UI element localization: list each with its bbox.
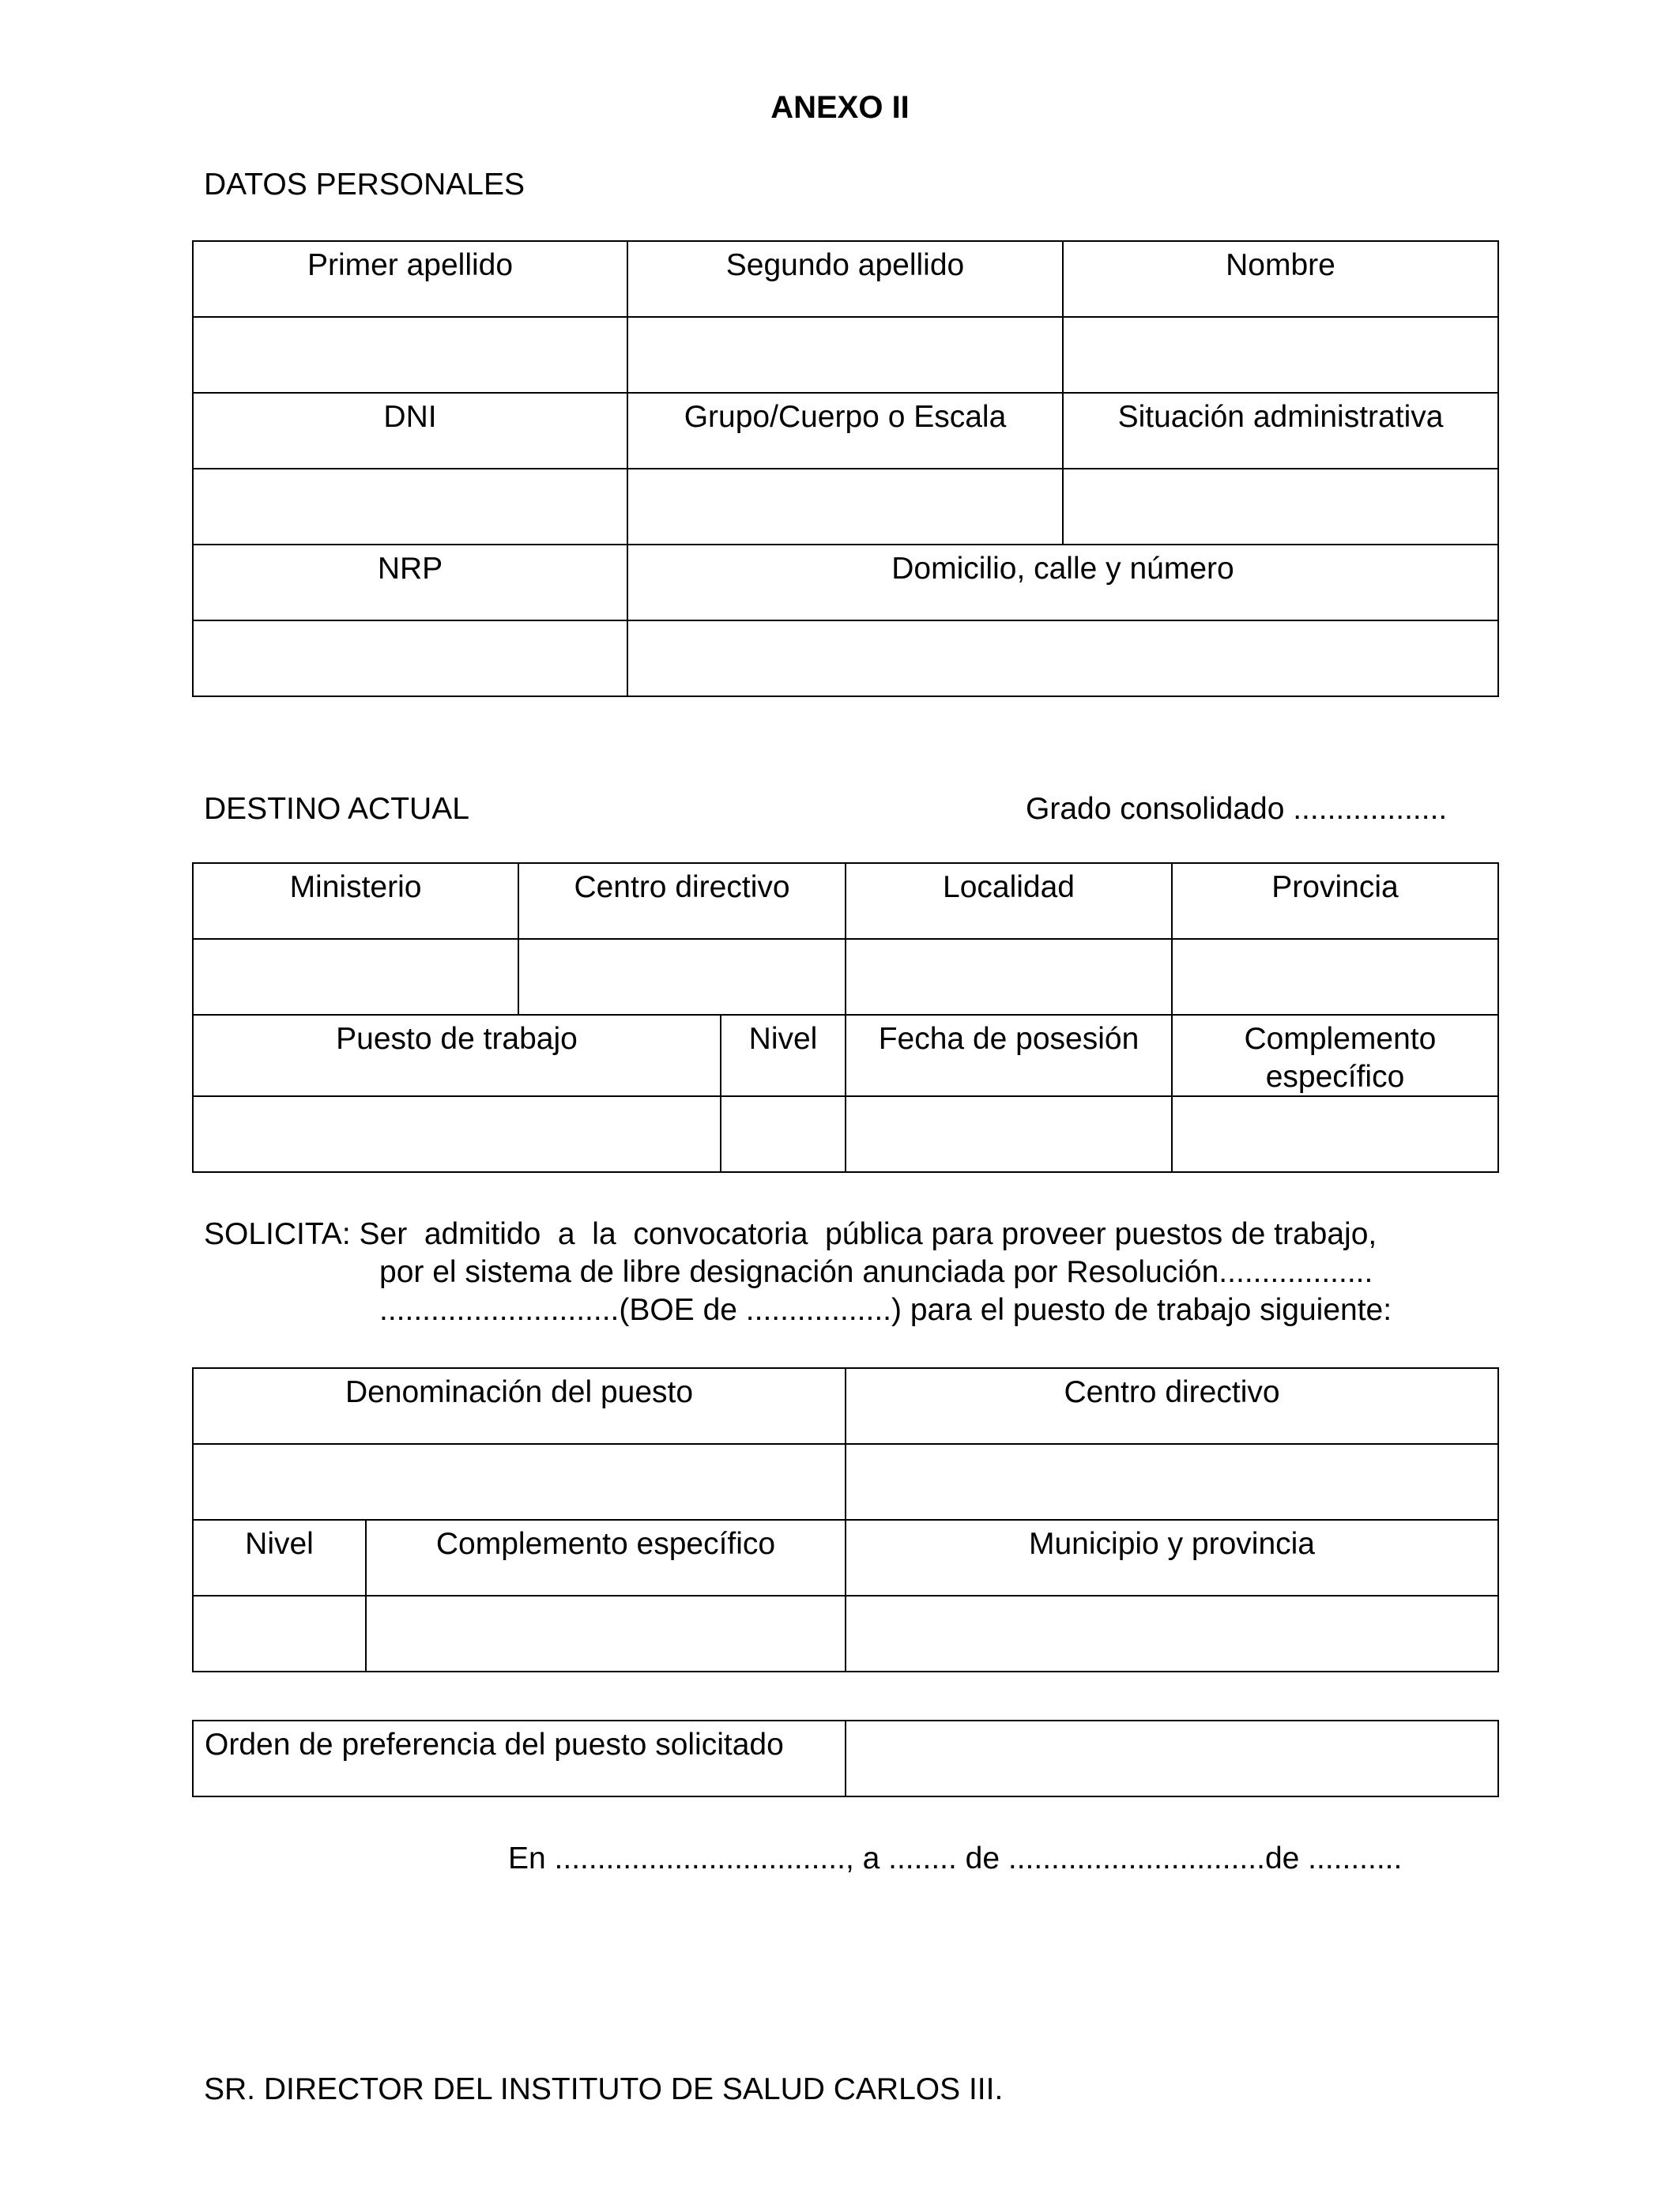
field-nombre[interactable] <box>1063 317 1498 393</box>
label-orden-de-preferencia: Orden de preferencia del puesto solicitado <box>193 1721 846 1796</box>
grado-consolidado: Grado consolidado .................. <box>1026 792 1448 826</box>
field-nivel[interactable] <box>721 1096 846 1172</box>
label-nivel: Nivel <box>721 1015 846 1096</box>
field-denominacion-del-puesto[interactable] <box>193 1444 846 1520</box>
label-nivel-solicitado: Nivel <box>193 1520 366 1596</box>
field-domicilio[interactable] <box>627 620 1498 696</box>
lugar-y-fecha-line: En .................................., a ........ de ..............................de ........... <box>508 1842 1403 1875</box>
section-heading-datos-personales: DATOS PERSONALES <box>204 168 525 202</box>
puesto-solicitado-table <box>192 1367 1499 1672</box>
field-municipio-y-provincia[interactable] <box>846 1596 1498 1672</box>
label-complemento-especifico <box>1172 1015 1498 1096</box>
label-fecha-de-posesion: Fecha de posesión <box>846 1015 1172 1096</box>
label-nombre: Nombre <box>1063 241 1498 317</box>
field-nivel-solicitado[interactable] <box>193 1596 366 1672</box>
label-primer-apellido: Primer apellido <box>193 241 627 317</box>
label-segundo-apellido: Segundo apellido <box>627 241 1063 317</box>
field-complemento-especifico[interactable] <box>1172 1096 1498 1172</box>
field-dni[interactable] <box>193 469 627 545</box>
datos-personales-table <box>192 240 1499 697</box>
field-orden-de-preferencia[interactable] <box>846 1721 1498 1796</box>
label-complemento-especifico-solicitado: Complemento específico <box>366 1520 846 1596</box>
label-provincia: Provincia <box>1172 863 1498 939</box>
label-localidad: Localidad <box>846 863 1172 939</box>
label-domicilio: Domicilio, calle y número <box>627 545 1498 620</box>
field-situacion-administrativa[interactable] <box>1063 469 1498 545</box>
label-grupo-cuerpo-escala: Grupo/Cuerpo o Escala <box>627 393 1063 469</box>
field-centro-directivo-solicitado[interactable] <box>846 1444 1498 1520</box>
field-ministerio[interactable] <box>193 939 518 1015</box>
field-grupo-cuerpo-escala[interactable] <box>627 469 1063 545</box>
label-dni: DNI <box>193 393 627 469</box>
field-provincia[interactable] <box>1172 939 1498 1015</box>
solicita-line-3: ............................(BOE de .................) para el puesto de trabajo siguiente: <box>379 1293 1392 1327</box>
destino-actual-table <box>192 862 1499 1173</box>
field-centro-directivo[interactable] <box>518 939 846 1015</box>
field-localidad[interactable] <box>846 939 1172 1015</box>
page-title: ANEXO II <box>770 90 910 125</box>
label-denominacion-del-puesto: Denominación del puesto <box>193 1368 846 1444</box>
preferencia-table <box>192 1720 1499 1797</box>
label-ministerio: Ministerio <box>193 863 518 939</box>
section-heading-destino-actual: DESTINO ACTUAL <box>204 792 469 826</box>
field-puesto-de-trabajo[interactable] <box>193 1096 721 1172</box>
field-primer-apellido[interactable] <box>193 317 627 393</box>
solicita-line-1: SOLICITA: Ser admitido a la convocatoria pública para proveer puestos de trabajo, <box>204 1217 1377 1251</box>
label-municipio-y-provincia: Municipio y provincia <box>846 1520 1498 1596</box>
complemento-especifico-text: Complemento específico <box>1244 1022 1437 1094</box>
label-centro-directivo: Centro directivo <box>518 863 846 939</box>
field-segundo-apellido[interactable] <box>627 317 1063 393</box>
field-complemento-especifico-solicitado[interactable] <box>366 1596 846 1672</box>
field-fecha-de-posesion[interactable] <box>846 1096 1172 1172</box>
label-nrp: NRP <box>193 545 627 620</box>
field-nrp[interactable] <box>193 620 627 696</box>
solicita-line-2: por el sistema de libre designación anunciada por Resolución.................. <box>379 1255 1373 1289</box>
label-situacion-administrativa: Situación administrativa <box>1063 393 1498 469</box>
label-puesto-de-trabajo: Puesto de trabajo <box>193 1015 721 1096</box>
label-centro-directivo-solicitado: Centro directivo <box>846 1368 1498 1444</box>
destinatario: SR. DIRECTOR DEL INSTITUTO DE SALUD CARLOS III. <box>204 2072 1004 2106</box>
